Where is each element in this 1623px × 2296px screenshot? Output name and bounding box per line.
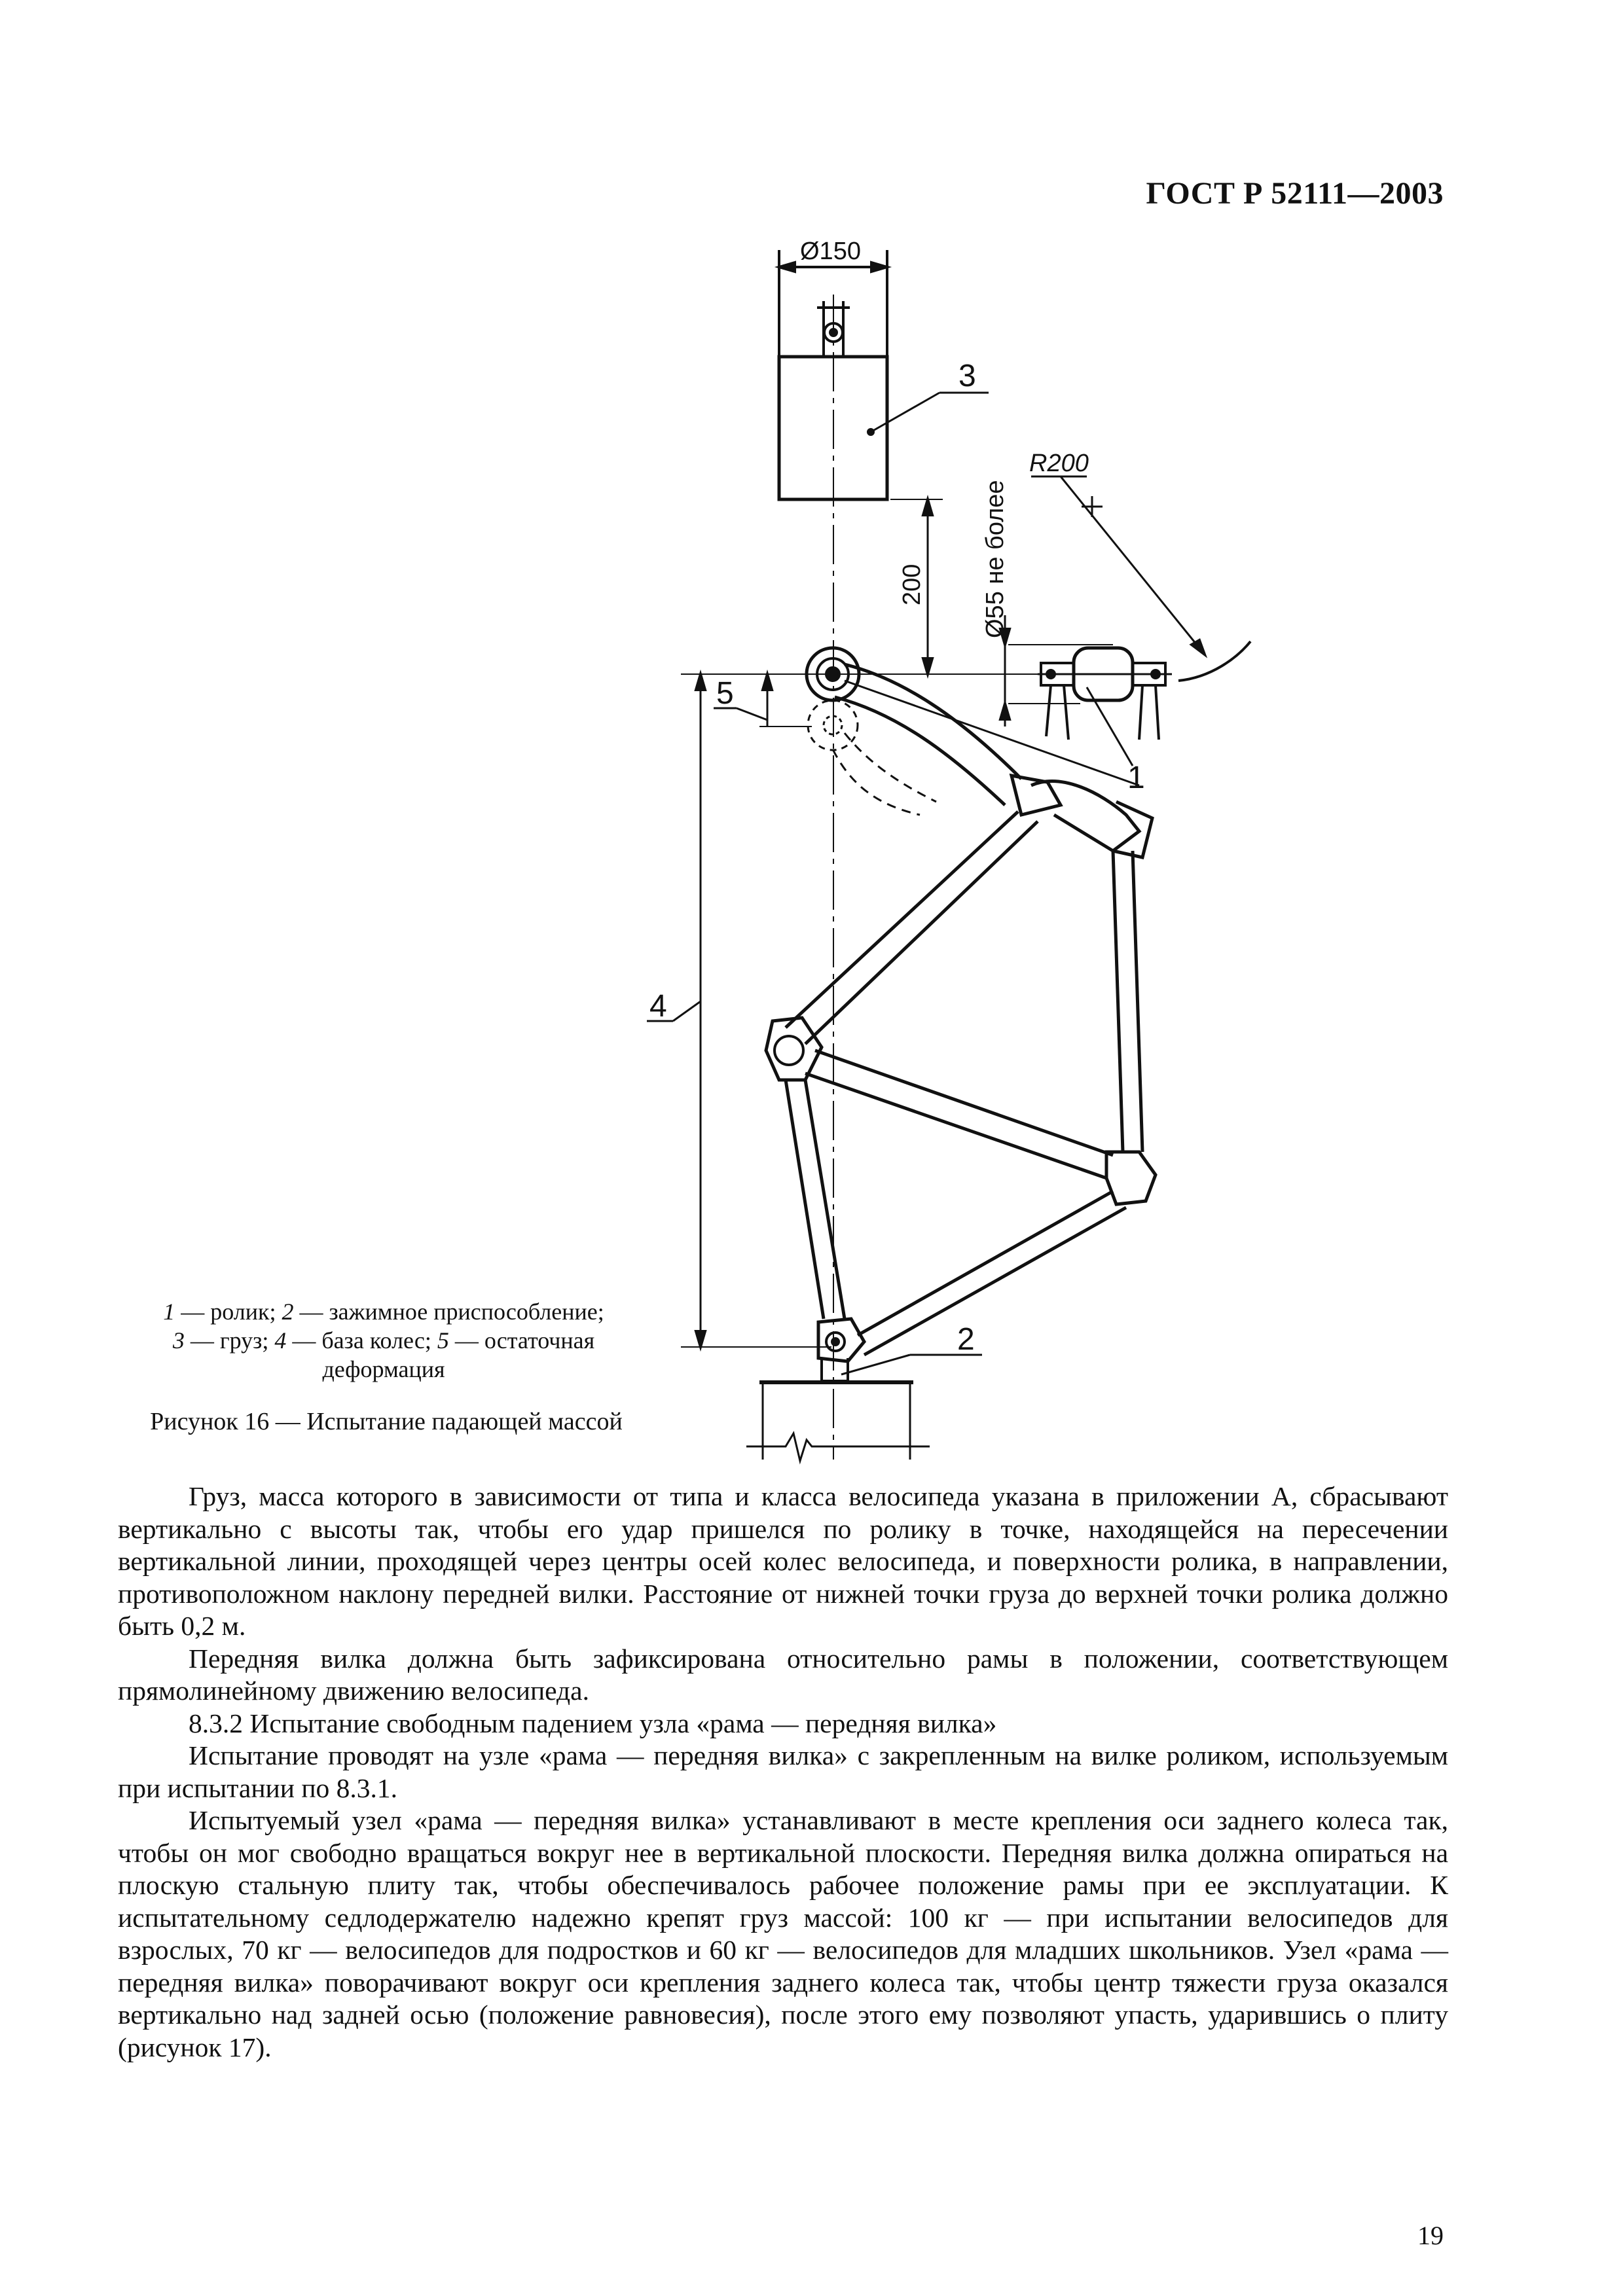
- label-4: 4: [649, 989, 667, 1024]
- dim-height-200: 200: [898, 564, 926, 605]
- dim-diameter-150: Ø150: [800, 238, 861, 265]
- figure-caption: Рисунок 16 — Испытание падающей массой: [150, 1408, 623, 1435]
- document-header: ГОСТ Р 52111—2003: [1146, 176, 1444, 211]
- label-1: 1: [1127, 761, 1145, 795]
- paragraph: Испытание проводят на узле «рама — передняя вилка» с закрепленным на вилке роликом, используемым при испытании по 8.3.1.: [118, 1740, 1448, 1803]
- dim-roller-55: Ø55 не более: [981, 480, 1009, 638]
- paragraph: Груз, масса которого в зависимости от типа и класса велосипеда указана в приложении А, сбрасывают вертикально с высоты так, чтобы его удар пришелся по ролику в точке, находящейся на пересечении вертикальной линии, проходящей через центры осей колес велосипеда, и поверхности ролика, в направлении, противоположном наклону передней вилки. Расстояние от нижней точки груза до верхней точки ролика должно быть 0,2 м.: [118, 1481, 1448, 1641]
- paragraph: Испытуемый узел «рама — передняя вилка» устанавливают в месте крепления оси заднего колеса так, чтобы он мог свободно вращаться вокруг нее в вертикальной плоскости. Передняя вилка должна опираться на плоскую стальную плиту так, чтобы обеспечивалось рабочее положение рамы при ее эксплуатации. К испытательному седлодержателю надежно крепят груз массой: 100 кг — при испытании велосипедов для взрослых, 70 кг — велосипедов для подростков и 60 кг — велосипедов для младших школьников. Узел «рама — передняя вилка» поворачивают вокруг оси крепления заднего колеса так, чтобы центр тяжести груза оказался вертикально над задней осью (положение равновесия), после этого ему позволяют упасть, ударившись о плиту (рисунок 17).: [118, 1805, 1448, 2062]
- label-2: 2: [957, 1322, 975, 1357]
- figure-legend: 1 — ролик; 2 — зажимное приспособление; 3 — груз; 4 — база колес; 5 — остаточная деформация: [163, 1299, 604, 1382]
- label-3: 3: [958, 359, 976, 393]
- section-heading: 8.3.2 Испытание свободным падением узла «рама — передняя вилка»: [189, 1708, 997, 1738]
- page-number: 19: [1417, 2221, 1444, 2250]
- label-5: 5: [716, 676, 734, 711]
- paragraph: Передняя вилка должна быть зафиксирована относительно рамы в положении, соответствующем прямолинейному движению велосипеда.: [118, 1643, 1448, 1706]
- body-text: [118, 1480, 1448, 2064]
- dim-radius-200: R200: [1029, 450, 1089, 477]
